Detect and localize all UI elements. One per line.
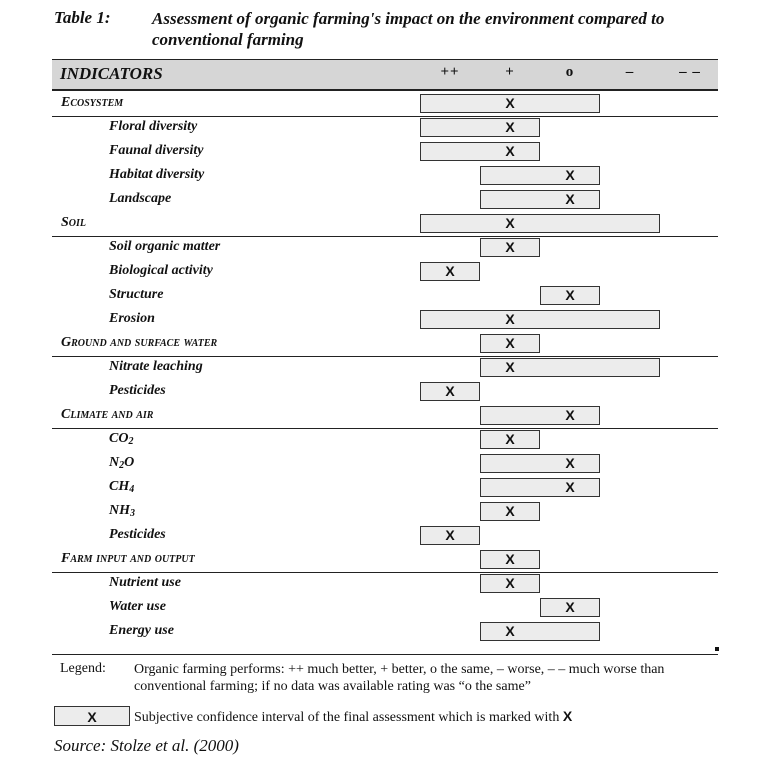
rating-header-better: + <box>505 64 515 80</box>
end-marker <box>715 647 719 651</box>
table-number: Table 1: <box>54 8 111 27</box>
assessment-mark: X <box>565 167 575 183</box>
indicator-row-co2 <box>52 428 718 452</box>
assessment-mark: X <box>565 407 575 423</box>
indicator-label-text: Pesticides <box>109 527 166 542</box>
indicators-heading: INDICATORS <box>60 64 163 83</box>
indicator-row-soil-organic-matter <box>52 236 718 260</box>
indicator-row-pesticides <box>52 524 718 548</box>
section-label <box>61 407 153 423</box>
indicator-label-text: Farm input and output <box>61 551 195 566</box>
indicator-label-text: Erosion <box>109 311 155 326</box>
legend-interval-box <box>54 706 130 726</box>
indicator-label-subscript: 3 <box>130 508 135 519</box>
section-label <box>61 215 86 231</box>
indicator-row-nitrate-leaching <box>52 356 718 380</box>
rating-header-same: o <box>565 64 575 80</box>
indicator-label <box>109 311 155 327</box>
indicator-label <box>109 263 213 279</box>
indicator-label-text: Biological activity <box>109 263 213 278</box>
assessment-mark: X <box>505 431 515 447</box>
section-row-ecosystem <box>52 92 718 117</box>
assessment-mark: X <box>505 551 515 567</box>
indicator-label-suffix: O <box>124 455 135 470</box>
indicator-label-text: CO <box>109 431 129 446</box>
assessment-mark: X <box>565 191 575 207</box>
indicator-label-text: Energy use <box>109 623 174 638</box>
indicator-row-energy-use <box>52 620 718 644</box>
indicator-row-floral-diversity <box>52 116 718 140</box>
assessment-mark: X <box>505 623 515 639</box>
source-citation: Source: Stolze et al. (2000) <box>54 736 239 755</box>
legend-label: Legend: <box>60 661 106 676</box>
bottom-rule <box>52 654 718 655</box>
indicator-label <box>109 575 181 591</box>
indicator-label-text: Faunal diversity <box>109 143 204 158</box>
table-header <box>52 60 718 91</box>
section-row-soil <box>52 212 718 237</box>
indicator-row-nh3 <box>52 500 718 524</box>
assessment-mark: X <box>505 575 515 591</box>
assessment-mark: X <box>445 383 455 399</box>
assessment-mark: X <box>505 311 515 327</box>
confidence-interval-bar <box>420 310 660 329</box>
assessment-mark: X <box>505 359 515 375</box>
assessment-mark: X <box>505 119 515 135</box>
indicator-label-text: Soil organic matter <box>109 239 221 254</box>
indicator-label-text: Ecosystem <box>61 95 124 110</box>
indicator-label <box>109 527 166 543</box>
indicator-row-water-use <box>52 596 718 620</box>
indicator-label-text: Climate and air <box>61 407 154 422</box>
indicator-label <box>109 431 133 447</box>
indicator-label <box>109 455 134 471</box>
table-title: Assessment of organic farming's impact on the environment compared to conventional farming <box>152 9 665 49</box>
indicator-label <box>109 479 134 495</box>
section-row-climate-and-air <box>52 404 718 429</box>
indicator-label-text: CH <box>109 479 130 494</box>
indicator-row-erosion <box>52 308 718 332</box>
assessment-mark: X <box>565 599 575 615</box>
section-row-ground-and-surface-water <box>52 332 718 357</box>
indicator-row-ch4 <box>52 476 718 500</box>
indicator-row-landscape <box>52 188 718 212</box>
assessment-mark: X <box>565 479 575 495</box>
section-label <box>61 335 217 351</box>
indicator-label <box>109 383 166 399</box>
indicator-label-subscript: 4 <box>129 484 135 495</box>
assessment-mark: X <box>505 95 515 111</box>
indicator-label-text: Water use <box>109 599 166 614</box>
assessment-mark: X <box>505 143 515 159</box>
rating-header-much-better: ++ <box>440 64 460 80</box>
indicator-label-text: Nutrient use <box>109 575 181 590</box>
indicator-label-text: Structure <box>109 287 164 302</box>
indicator-label-text: Landscape <box>109 191 172 206</box>
assessment-mark: X <box>505 215 515 231</box>
indicator-label-subscript: 2 <box>128 436 134 447</box>
indicator-label-text: Soil <box>61 215 87 230</box>
indicator-label-text: NH <box>109 503 130 518</box>
legend-text: Organic farming performs: ++ much better, + better, o the same, – worse, – – much worse than conventional farming; if no data was available rating was “o the same” <box>134 662 665 694</box>
indicator-row-pesticides <box>52 380 718 404</box>
indicator-label-text: Pesticides <box>109 383 166 398</box>
indicator-label-text: N <box>109 455 120 470</box>
indicator-label-text: Ground and surface water <box>61 335 218 350</box>
legend-box-text-mark: X <box>562 708 573 724</box>
rating-header-much-worse: – – <box>679 64 701 80</box>
assessment-mark: X <box>445 263 455 279</box>
assessment-mark: X <box>445 527 455 543</box>
indicator-label <box>109 359 203 375</box>
assessment-mark: X <box>505 335 515 351</box>
indicator-row-faunal-diversity <box>52 140 718 164</box>
indicator-label <box>109 599 166 615</box>
indicator-label <box>109 119 197 135</box>
legend-box-description <box>134 708 572 726</box>
indicator-label <box>109 167 204 183</box>
indicator-label-subscript: 2 <box>119 460 125 471</box>
section-label <box>61 551 195 567</box>
legend-box-mark: X <box>87 709 97 725</box>
indicator-row-nutrient-use <box>52 572 718 596</box>
indicator-label <box>109 239 220 255</box>
confidence-interval-bar <box>420 214 660 233</box>
assessment-mark: X <box>565 287 575 303</box>
indicator-row-structure <box>52 284 718 308</box>
rating-header-worse: – <box>625 64 635 80</box>
legend-box-text: Subjective confidence interval of the final assessment which is marked with <box>134 710 563 725</box>
assessment-mark: X <box>565 455 575 471</box>
section-label <box>61 95 123 111</box>
assessment-mark: X <box>505 239 515 255</box>
section-row-farm-input-and-output <box>52 548 718 573</box>
indicator-label <box>109 623 174 639</box>
indicator-row-habitat-diversity <box>52 164 718 188</box>
indicator-label <box>109 287 163 303</box>
indicator-label-text: Floral diversity <box>109 119 198 134</box>
indicator-label-text: Habitat diversity <box>109 167 205 182</box>
indicator-label-text: Nitrate leaching <box>109 359 203 374</box>
indicator-label <box>109 143 204 159</box>
indicator-label <box>109 191 171 207</box>
indicator-label <box>109 503 135 519</box>
indicator-row-biological-activity <box>52 260 718 284</box>
indicator-row-n2o <box>52 452 718 476</box>
assessment-mark: X <box>505 503 515 519</box>
